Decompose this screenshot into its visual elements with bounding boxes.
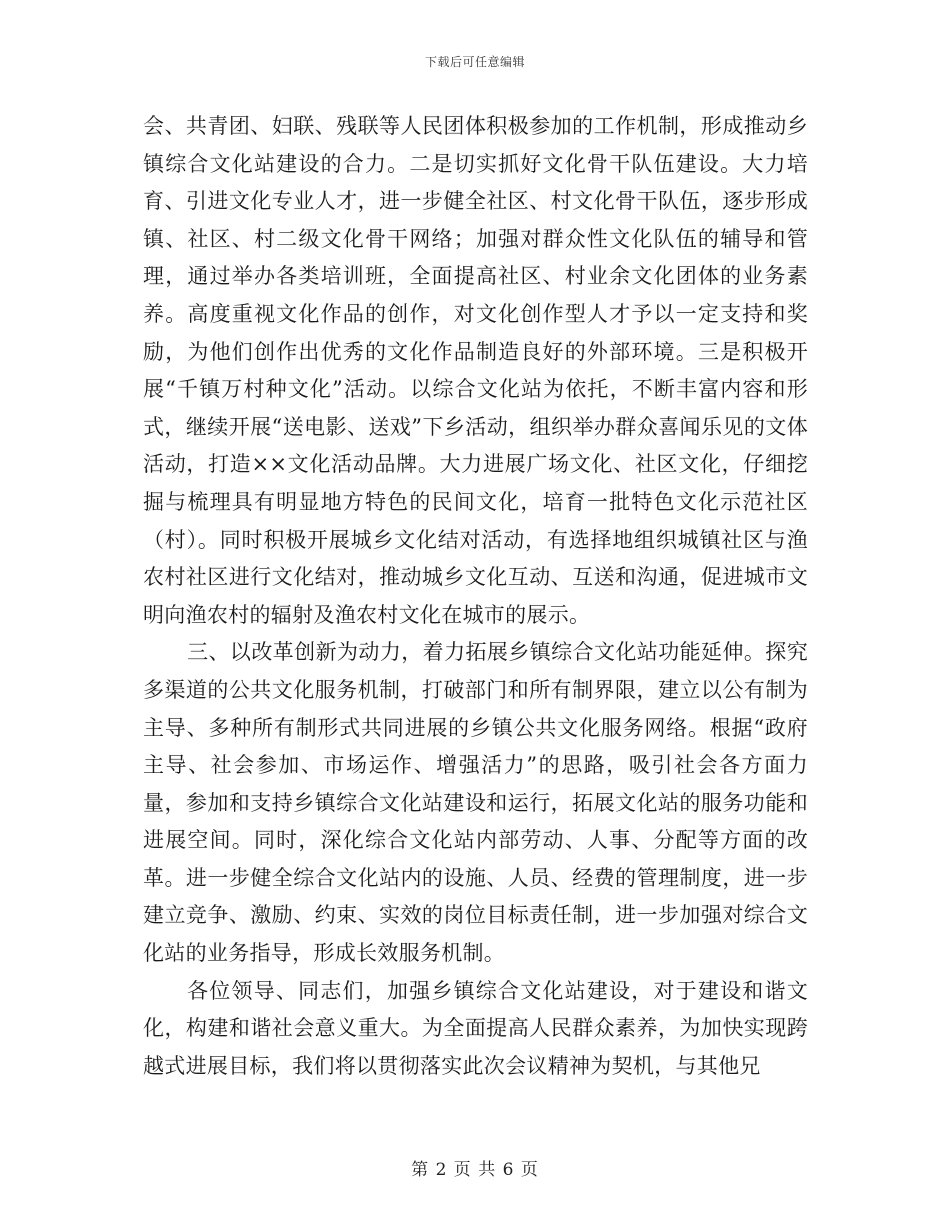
page-number-footer: 第 2 页 共 6 页	[411, 1160, 539, 1180]
document-body	[143, 108, 808, 1085]
page-header: 下载后可任意编辑	[424, 55, 525, 69]
paragraph-section-three: 三、以改革创新为动力，着力拓展乡镇综合文化站功能延伸。探究多渠道的公共文化服务机制，打破部门和所有制界限，建立以公有制为主导、多种所有制形式共同进展的乡镇公共文化服务网络。根据“政府主导、社会参加、市场运作、增强活力”的思路，吸引社会各方面力量，参加和支持乡镇综合文化站建设和运行，拓展文化站的服务功能和进展空间。同时，深化综合文化站内部劳动、人事、分配等方面的改革。进一步健全综合文化站内的设施、人员、经费的管理制度，进一步建立竞争、激励、约束、实效的岗位目标责任制，进一步加强对综合文化站的业务指导，形成长效服务机制。	[143, 640, 808, 966]
paragraph-closing: 各位领导、同志们，加强乡镇综合文化站建设，对于建设和谐文化，构建和谐社会意义重大。为全面提高人民群众素养，为加快实现跨越式进展目标，我们将以贯彻落实此次会议精神为契机，与其他兄	[143, 978, 808, 1078]
paragraph-continuation: 会、共青团、妇联、残联等人民团体积极参加的工作机制，形成推动乡镇综合文化站建设的合力。二是切实抓好文化骨干队伍建设。大力培育、引进文化专业人才，进一步健全社区、村文化骨干队伍，逐步形成镇、社区、村二级文化骨干网络；加强对群众性文化队伍的辅导和管理，通过举办各类培训班，全面提高社区、村业余文化团体的业务素养。高度重视文化作品的创作，对文化创作型人才予以一定支持和奖励，为他们创作出优秀的文化作品制造良好的外部环境。三是积极开展“千镇万村种文化”活动。以综合文化站为依托，不断丰富内容和形式，继续开展“送电影、送戏”下乡活动，组织举办群众喜闻乐见的文体活动，打造××文化活动品牌。大力进展广场文化、社区文化，仔细挖掘与梳理具有明显地方特色的民间文化，培育一批特色文化示范社区（村）。同时积极开展城乡文化结对活动，有选择地组织城镇社区与渔农村社区进行文化结对，推动城乡文化互动、互送和沟通，促进城市文明向渔农村的辐射及渔农村文化在城市的展示。	[143, 114, 808, 627]
